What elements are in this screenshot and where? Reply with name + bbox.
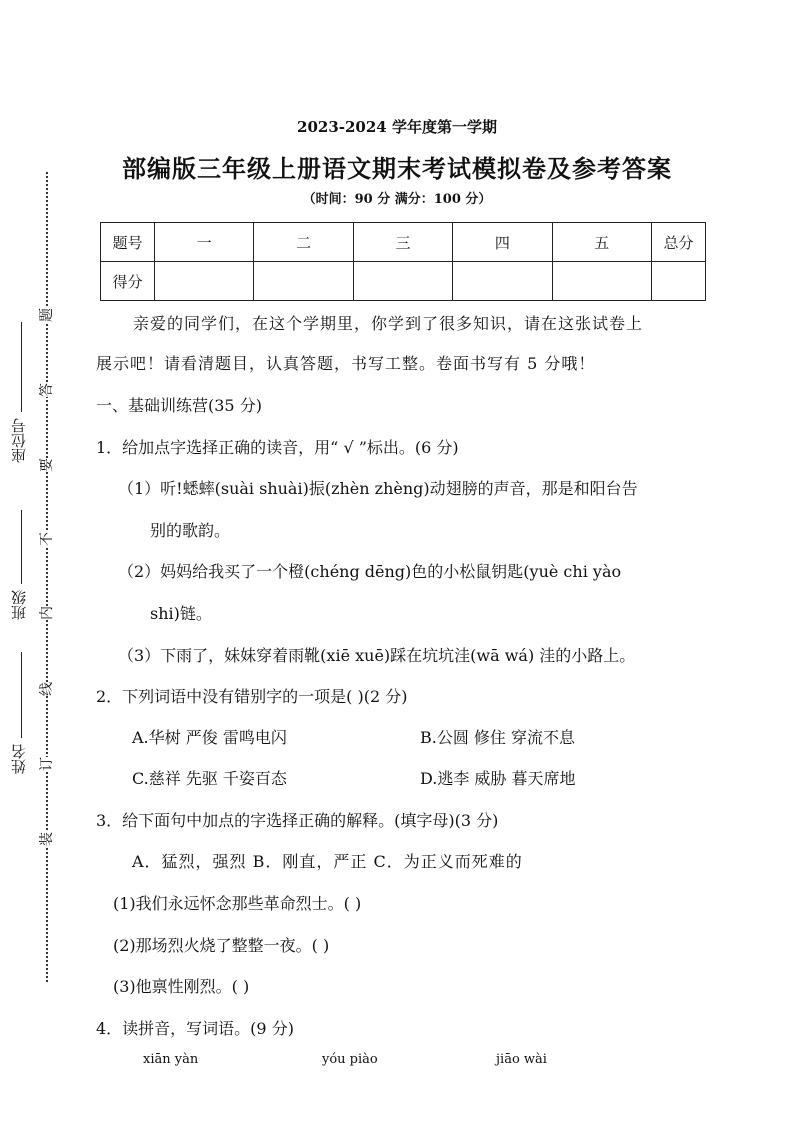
- q3-sentence-2: (2)那场烈火烧了整整一夜。( ): [113, 936, 330, 955]
- margin-char-bu: 不: [39, 532, 55, 546]
- score-field-3[interactable]: [353, 262, 452, 301]
- margin-char-ding: 订: [39, 757, 55, 771]
- score-field-1[interactable]: [155, 262, 254, 301]
- academic-year: 2023-2024 学年度第一学期: [297, 118, 497, 136]
- cell-score-label: 得分: [101, 262, 155, 301]
- q4-pinyin-2: yóu piào: [322, 1052, 378, 1067]
- score-field-total[interactable]: [652, 262, 706, 301]
- seat-number-blank: [21, 322, 22, 412]
- cell-total: 总分: [652, 223, 706, 262]
- intro-line-1: 亲爱的同学们，在这个学期里，你学到了很多知识，请在这张试卷上: [133, 314, 644, 333]
- score-field-5[interactable]: [552, 262, 651, 301]
- q2-option-c: C.慈祥 先驱 千姿百态: [132, 769, 287, 788]
- cell-section-1: 一: [155, 223, 254, 262]
- q1-item-2-cont: shi)链。: [150, 604, 212, 623]
- q4-stem: 4．读拼音，写词语。(9 分): [96, 1019, 294, 1038]
- q2-option-b: B.公圆 修住 穿流不息: [420, 728, 576, 747]
- exam-time-score: （时间：90 分 满分：100 分）: [302, 192, 492, 207]
- margin-char-yao: 要: [39, 458, 55, 472]
- q3-sentence-1: (1)我们永远怀念那些革命烈士。( ): [113, 894, 362, 913]
- cell-section-2: 二: [254, 223, 353, 262]
- binding-dotted-line: [46, 172, 48, 982]
- q3-stem: 3．给下面句中加点的字选择正确的解释。(填字母)(3 分): [96, 811, 499, 830]
- score-table: [100, 222, 706, 301]
- class-label: 班级: [10, 590, 28, 620]
- score-table-header-row: [101, 223, 706, 262]
- section-1-title: 一、基础训练营(35 分): [96, 396, 262, 415]
- name-label: 姓名: [10, 744, 28, 774]
- q2-option-a: A.华树 严俊 雷鸣电闪: [132, 728, 287, 747]
- cell-section-5: 五: [552, 223, 651, 262]
- q1-item-1: （1）听!蟋蟀(suài shuài)振(zhèn zhèng)动翅膀的声音，那是和阳台告: [118, 479, 638, 498]
- seat-number-label: 座位号: [10, 418, 28, 463]
- q4-pinyin-3: jiāo wài: [496, 1052, 547, 1067]
- margin-char-zhuang: 装: [39, 832, 55, 846]
- q1-item-2: （2）妈妈给我买了一个橙(chéng dēng)色的小松鼠钥匙(yuè chi yào: [118, 562, 622, 581]
- q4-pinyin-1: xiān yàn: [143, 1052, 199, 1067]
- margin-char-ti: 题: [39, 308, 55, 322]
- q3-sentence-3: (3)他禀性刚烈。( ): [113, 977, 250, 996]
- q2-stem: 2．下列词语中没有错别字的一项是( )(2 分): [96, 687, 408, 706]
- name-blank: [21, 652, 22, 738]
- q3-options: A．猛烈，强烈 B．刚直，严正 C．为正义而死难的: [132, 852, 523, 871]
- intro-line-2: 展示吧！请看清题目，认真答题，书写工整。卷面书写有 5 分哦！: [96, 354, 596, 373]
- q1-item-1-cont: 别的歌韵。: [150, 521, 231, 540]
- class-blank: [21, 510, 22, 584]
- cell-section-4: 四: [453, 223, 552, 262]
- cell-question-number: 题号: [101, 223, 155, 262]
- q2-option-d: D.逃李 威胁 暮天席地: [420, 769, 576, 788]
- score-field-2[interactable]: [254, 262, 353, 301]
- margin-char-nei: 内: [39, 606, 55, 620]
- score-table-score-row: [101, 262, 706, 301]
- margin-char-da: 答: [39, 383, 55, 397]
- margin-char-xian: 线: [39, 682, 55, 696]
- score-field-4[interactable]: [453, 262, 552, 301]
- page-title: 部编版三年级上册语文期末考试模拟卷及参考答案: [122, 154, 672, 183]
- q1-stem: 1．给加点字选择正确的读音，用“ √ ”标出。(6 分): [96, 438, 459, 457]
- cell-section-3: 三: [353, 223, 452, 262]
- q1-item-3: （3）下雨了，妹妹穿着雨靴(xiē xuē)踩在坑坑洼(wā wá) 洼的小路上。: [118, 646, 636, 665]
